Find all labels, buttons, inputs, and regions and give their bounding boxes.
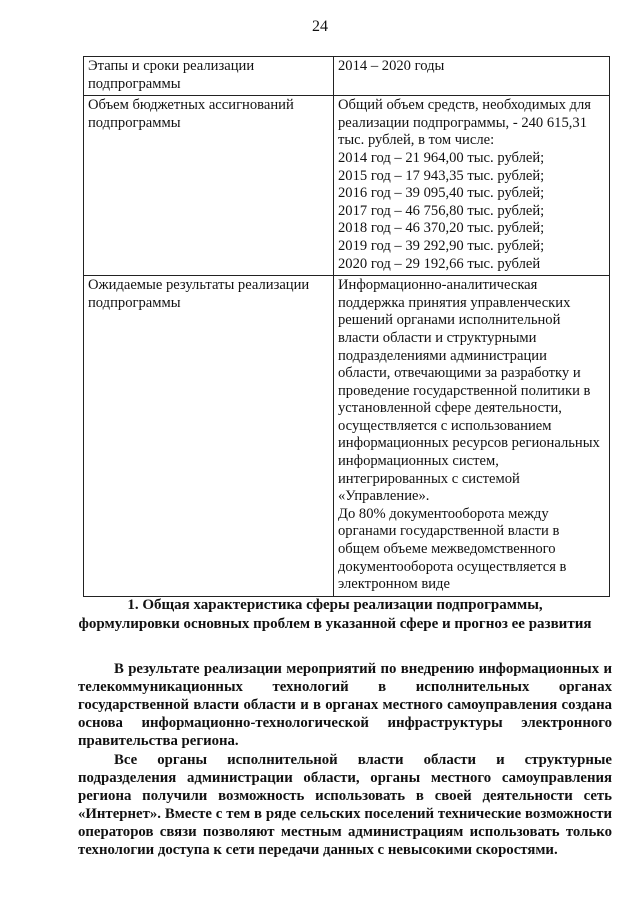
value-line: Информационно-аналитическая	[338, 277, 538, 294]
value-line: документооборота осуществляется в	[338, 558, 567, 575]
row-label: Этапы и сроки реализации подпрограммы	[84, 57, 334, 96]
table-row	[84, 57, 610, 96]
value-line: электронном виде	[338, 576, 450, 593]
value-line: поддержка принятия управленческих	[338, 294, 571, 311]
value-line: 2014 – 2020 годы	[338, 58, 445, 74]
value-line: органами государственной власти в	[338, 523, 560, 540]
section-heading-line: 1. Общая характеристика сферы реализации подпрограммы,	[127, 597, 543, 613]
row-value	[334, 57, 610, 96]
value-line: власти области и структурными	[338, 329, 537, 346]
value-line: 2020 год – 29 192,66 тыс. рублей	[338, 255, 541, 272]
value-line: 2014 год – 21 964,00 тыс. рублей;	[338, 149, 545, 166]
value-line: общем объеме межведомственного	[338, 541, 556, 558]
value-line: информационных систем,	[338, 453, 499, 470]
value-line: реализации подпрограммы, - 240 615,31	[338, 114, 587, 131]
value-line: подразделениями администрации	[338, 347, 547, 364]
value-line: 2019 год – 39 292,90 тыс. рублей;	[338, 237, 545, 254]
value-line: информационных ресурсов региональных	[338, 435, 600, 452]
value-line: установленной сфере деятельности,	[338, 400, 562, 417]
paragraph-text: Все органы исполнительной власти области и структурные подразделения администрации области, органы местного самоуправления региона получили возможность использовать в своей деятельности сеть «Интернет». Вместе с тем в ряде сельских поселений технические возможности операторов связи позволяют местным администрациям использовать только технологии доступа к сети передачи данных с невысокими скоростями.	[78, 752, 612, 858]
section-heading-line: формулировки основных проблем в указанной сфере и прогноз ее развития	[78, 615, 592, 632]
value-line: 2016 год – 39 095,40 тыс. рублей;	[338, 185, 545, 202]
subprogram-passport-table	[83, 56, 610, 597]
value-line: тыс. рублей, в том числе:	[338, 132, 495, 149]
row-label: Объем бюджетных ассигнований подпрограммы	[84, 96, 334, 276]
value-line: «Управление».	[338, 488, 430, 505]
row-value	[334, 276, 610, 597]
value-line: области, отвечающими за разработку и	[338, 365, 581, 382]
value-line: 2018 год – 46 370,20 тыс. рублей;	[338, 220, 545, 237]
value-line: решений органами исполнительной	[338, 312, 561, 329]
table-row	[84, 96, 610, 276]
value-line: осуществляется с использованием	[338, 417, 552, 434]
value-line: интегрированных с системой	[338, 470, 520, 487]
table-row	[84, 276, 610, 597]
row-label: Ожидаемые результаты реализации подпрограммы	[84, 276, 334, 597]
value-line: 2015 год – 17 943,35 тыс. рублей;	[338, 167, 545, 184]
body-paragraph	[78, 751, 612, 859]
page-number: 24	[312, 18, 328, 35]
body-paragraph	[78, 660, 612, 750]
value-line: 2017 год – 46 756,80 тыс. рублей;	[338, 202, 545, 219]
value-line: проведение государственной политики в	[338, 382, 591, 399]
value-line: До 80% документооборота между	[338, 505, 549, 522]
paragraph-text: В результате реализации мероприятий по внедрению информационных и телекоммуникационных технологий в исполнительных органах государственной власти области и в органах местного самоуправления создана основа информационно-технологической инфраструктуры электронного правительства региона.	[78, 661, 612, 749]
section-heading	[60, 596, 610, 633]
value-line: Общий объем средств, необходимых для	[338, 97, 591, 114]
row-value	[334, 96, 610, 276]
